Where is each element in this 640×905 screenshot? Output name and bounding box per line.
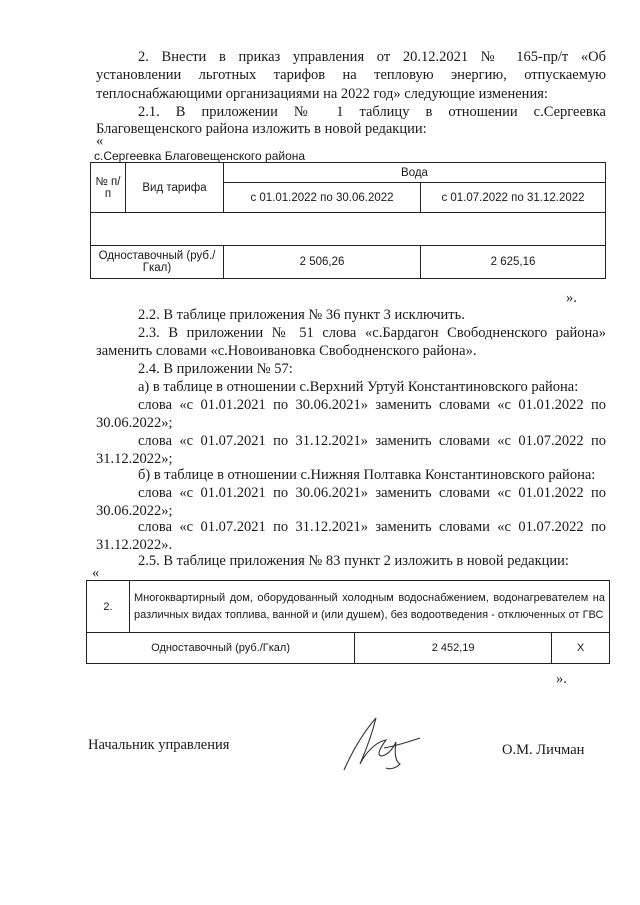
value-2: Х (552, 633, 610, 664)
para-2-5: 2.5. В таблице приложения № 83 пункт 2 изложить в новой редакции: (138, 553, 569, 569)
para-2-4-b-1-line-2: 30.06.2022»; (96, 503, 173, 519)
para-2-4-a-1-line-1: слова «с 01.01.2021 по 30.06.2021» заменить словами «с 01.01.2022 по (138, 397, 606, 413)
header-num: № п/п (91, 163, 126, 213)
para-2-3-line-1: 2.3. В приложении № 51 слова «с.Бардагон Свободненского района» (138, 325, 606, 341)
para-2-4-b-1-line-1: слова «с 01.01.2021 по 30.06.2021» заменить словами «с 01.01.2022 по (138, 485, 606, 501)
table-1-caption: с.Сергеевка Благовещенского района (94, 149, 306, 163)
header-period-1: с 01.01.2022 по 30.06.2022 (224, 183, 421, 213)
row-num: 2. (87, 581, 130, 633)
table-row (91, 246, 606, 279)
table-row (87, 581, 610, 633)
header-water: Вода (224, 163, 606, 183)
para-2-1-line-1: 2.1. В приложении № 1 таблицу в отношении с.Сергеевка (138, 104, 606, 120)
row-label-single-rate: Одноставочный (руб./Гкал) (87, 633, 355, 664)
para-2-4: 2.4. В приложении № 57: (138, 361, 293, 377)
header-tariff-type: Вид тарифа (126, 163, 224, 213)
close-quote-1: ». (566, 290, 577, 306)
para-2-2: 2.2. В таблице приложения № 36 пункт 3 исключить. (138, 307, 465, 323)
tariff-table-1 (90, 162, 606, 279)
value-1: 2 452,19 (355, 633, 552, 664)
table-row (87, 633, 610, 664)
para-2-4-a: а) в таблице в отношении с.Верхний Уртуй Константиновского района: (138, 379, 579, 395)
row-description: Многоквартирный дом, оборудованный холодным водоснабжением, водонагревателем на различных видах топлива, ванной и (или душем), без водоотведения - отключенных от ГВС (130, 581, 610, 633)
para-2-3-line-2: заменить словами «с.Новоивановка Свободненского района». (96, 343, 477, 359)
para-2-4-a-2-line-2: 31.12.2022»; (96, 451, 173, 467)
para-2-1-line-2: Благовещенского района изложить в новой редакции: (96, 121, 427, 137)
value-period-2: 2 625,16 (421, 246, 606, 279)
para-2-4-b-2-line-1: слова «с 01.07.2021 по 31.12.2021» заменить словами «с 01.07.2022 по (138, 519, 606, 535)
handwritten-signature (336, 712, 426, 776)
tariff-table-2 (86, 580, 610, 664)
para-2-4-b-2-line-2: 31.12.2022». (96, 537, 173, 553)
close-quote-2: ». (556, 671, 567, 687)
para-2-line-2: установлении льготных тарифов на тепловую энергию, отпускаемую (96, 67, 606, 83)
para-2-line-1: 2. Внести в приказ управления от 20.12.2021 № 165-пр/т «Об (138, 49, 606, 65)
signatory-name: О.М. Личман (502, 742, 585, 758)
open-quote-1: « (96, 133, 104, 149)
para-2-4-a-2-line-1: слова «с 01.07.2021 по 31.12.2021» заменить словами «с 01.07.2022 по (138, 433, 606, 449)
para-2-4-b: б) в таблице в отношении с.Нижняя Полтавка Константиновского района: (138, 467, 596, 483)
header-period-2: с 01.07.2022 по 31.12.2022 (421, 183, 606, 213)
open-quote-2: « (92, 565, 100, 581)
row-label-single-rate: Одноставочный (руб./Гкал) (91, 246, 224, 279)
value-period-1: 2 506,26 (224, 246, 421, 279)
para-2-4-a-1-line-2: 30.06.2022»; (96, 415, 173, 431)
empty-row (91, 213, 606, 246)
signatory-position: Начальник управления (88, 737, 230, 753)
para-2-line-3: теплоснабжающими организациями на 2022 год» следующие изменения: (96, 86, 548, 102)
